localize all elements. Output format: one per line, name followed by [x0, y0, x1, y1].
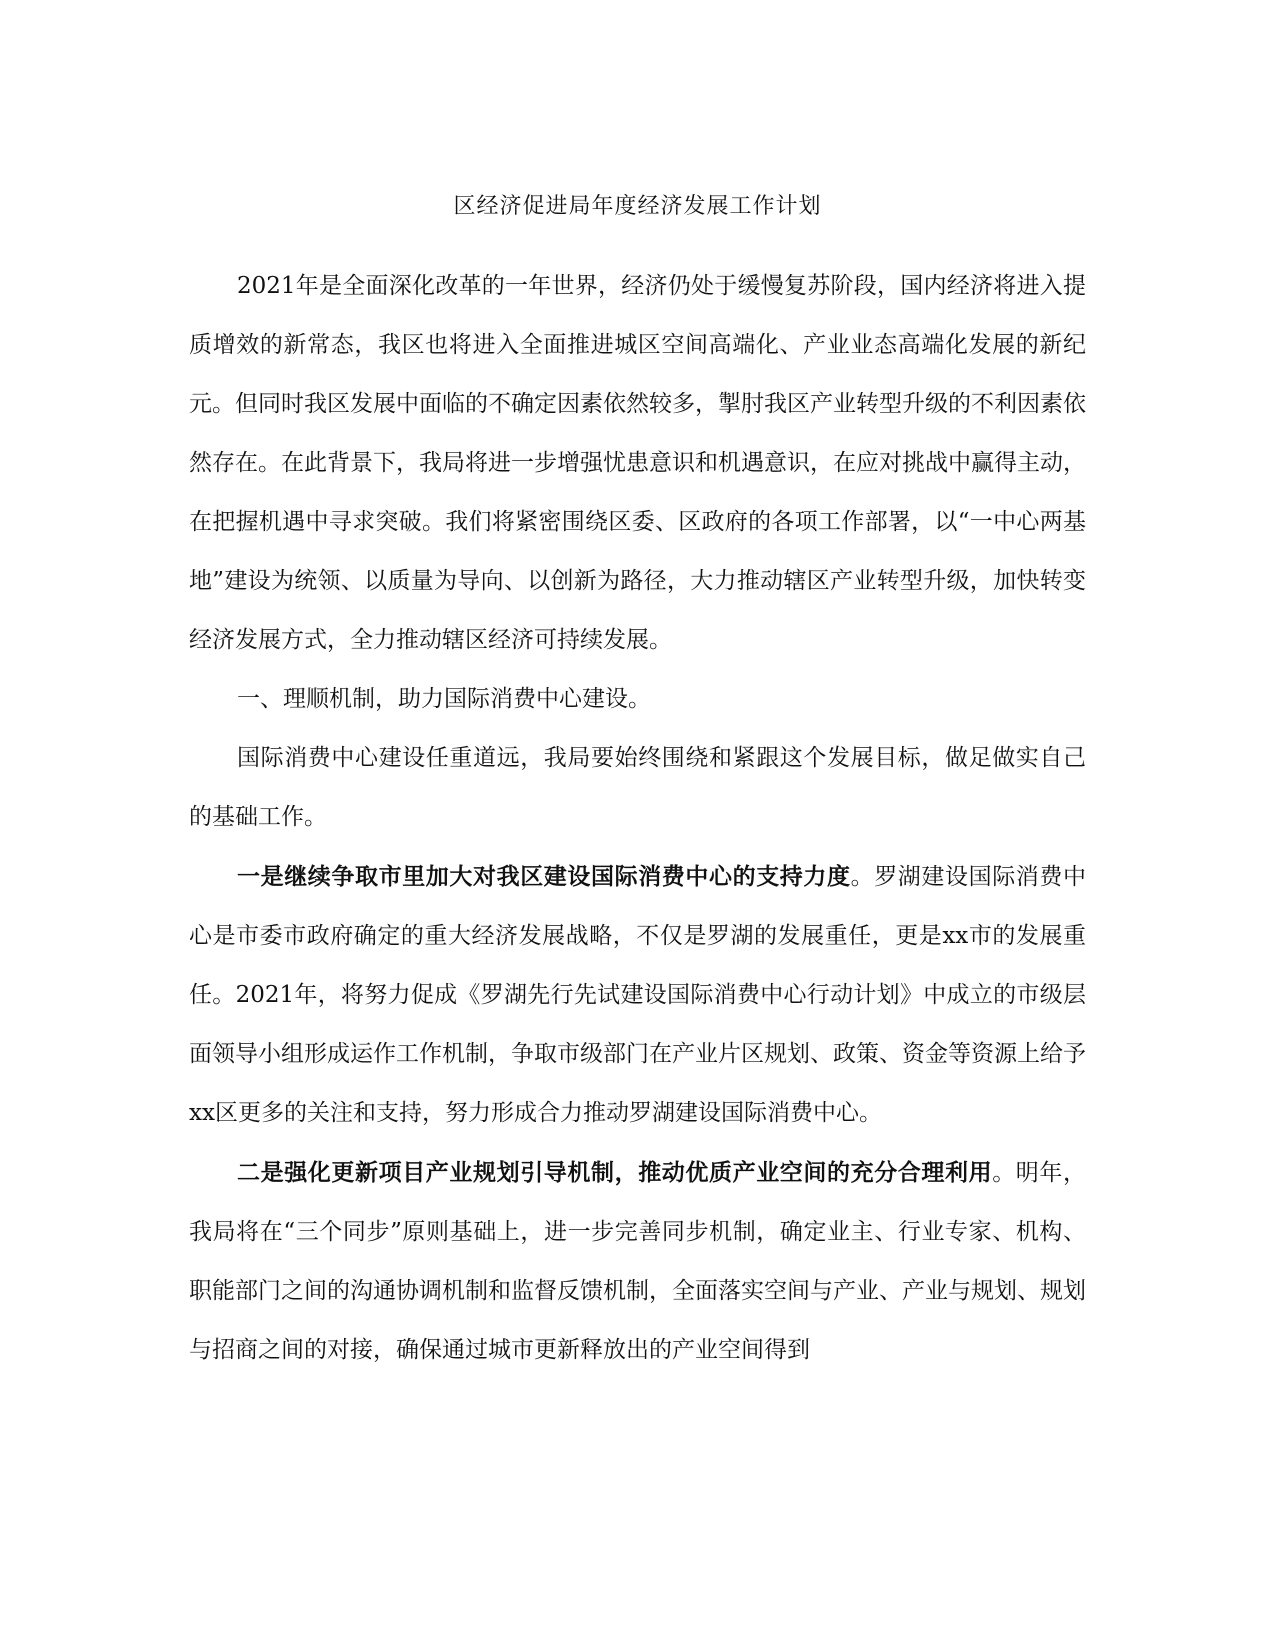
point-two-text: 。明年，我局将在“三个同步”原则基础上，进一步完善同步机制，确定业主、行业专家、机构、职能部门之间的沟通协调机制和监督反馈机制，全面落实空间与产业、产业与规划、规划与招商之间的对接，确保通过城市更新释放出的产业空间得到 — [189, 1160, 1087, 1363]
point-two-heading: 二是强化更新项目产业规划引导机制，推动优质产业空间的充分合理利用 — [237, 1159, 993, 1186]
point-one-text: 。罗湖建设国际消费中心是市委市政府确定的重大经济发展战略，不仅是罗湖的发展重任，更是xx市的发展重任。2021年，将努力促成《罗湖先行先试建设国际消费中心行动计划》中成立的市级层面领导小组形成运作工作机制，争取市级部门在产业片区规划、政策、资金等资源上给予xx区更多的关注和支持，努力形成合力推动罗湖建设国际消费中心。 — [189, 864, 1087, 1126]
section-heading: 一、理顺机制，助力国际消费中心建设。 — [237, 686, 651, 712]
document-body — [189, 257, 1086, 1380]
point-two-paragraph — [189, 1143, 1086, 1380]
document-title: 区经济促进局年度经济发展工作计划 — [453, 194, 822, 219]
point-one-heading: 一是继续争取市里加大对我区建设国际消费中心的支持力度 — [237, 863, 851, 890]
section-intro-paragraph: 国际消费中心建设任重道远，我局要始终围绕和紧跟这个发展目标，做足做实自己的基础工作。 — [189, 745, 1086, 830]
intro-paragraph: 2021年是全面深化改革的一年世界，经济仍处于缓慢复苏阶段，国内经济将进入提质增效的新常态，我区也将进入全面推进城区空间高端化、产业业态高端化发展的新纪元。但同时我区发展中面临的不确定因素依然较多，掣肘我区产业转型升级的不利因素依然存在。在此背景下，我局将进一步增强忧患意识和机遇意识，在应对挑战中赢得主动，在把握机遇中寻求突破。我们将紧密围绕区委、区政府的各项工作部署，以“一中心两基地”建设为统领、以质量为导向、以创新为路径，大力推动辖区产业转型升级，加快转变经济发展方式，全力推动辖区经济可持续发展。 — [189, 273, 1086, 653]
point-one-paragraph — [189, 847, 1086, 1143]
